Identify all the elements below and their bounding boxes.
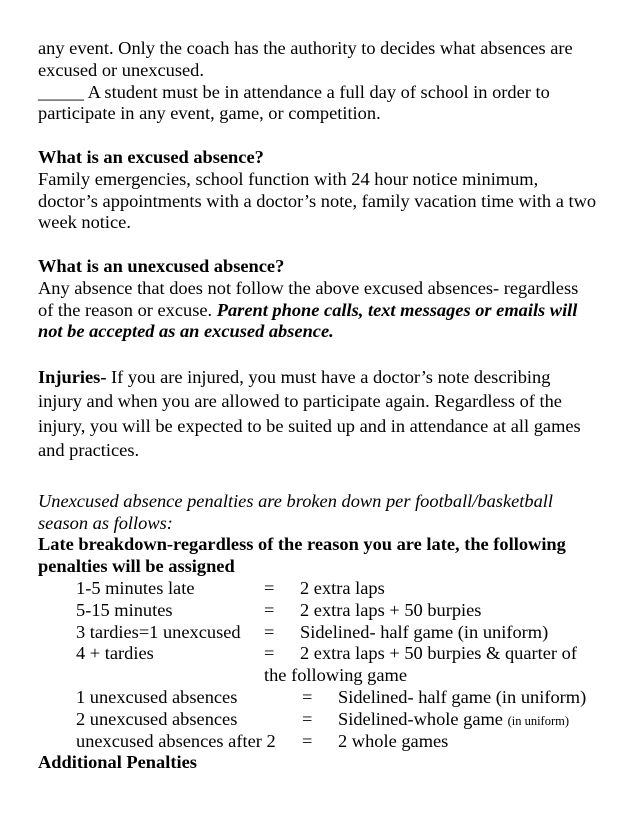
row-penalty: 2 whole games [338, 730, 449, 751]
row-penalty: 2 extra laps + 50 burpies [300, 599, 482, 620]
excused-body: Family emergencies, school function with 24 hour notice minimum, doctor’s appointments with a doctor’s note, family vacation time with a two week notice. [38, 168, 597, 233]
table-row [38, 578, 598, 600]
injuries-section [38, 365, 598, 463]
row-item: 3 tardies=1 unexcused [76, 621, 241, 642]
row-penalty: Sidelined- half game (in uniform) [338, 686, 587, 707]
intro-line-1: any event. Only the coach has the authority to decides what absences are excused or unexcused. [38, 38, 573, 80]
row-penalty: Sidelined-whole game [338, 708, 503, 729]
row-penalty: Sidelined- half game (in uniform) [300, 621, 549, 642]
row-equals: = [302, 730, 313, 751]
blank-line: _____ [38, 81, 84, 102]
row-penalty-note: (in uniform) [507, 713, 570, 728]
table-row-wrap [38, 665, 598, 687]
late-heading: Late breakdown-regardless of the reason you are late, the following penalties will be assigned [38, 534, 566, 577]
row-item: 2 unexcused absences [76, 708, 238, 729]
unexcused-section [38, 256, 598, 343]
unexcused-emphasis: Parent phone calls, text messages or emails will not be accepted as an excused absence. [38, 299, 578, 342]
injuries-label: Injuries- [38, 366, 107, 387]
row-item: 1 unexcused absences [76, 686, 238, 707]
late-penalty-table [38, 578, 598, 687]
absence-penalty-table [38, 687, 598, 752]
table-row [38, 643, 598, 665]
row-equals: = [264, 599, 275, 620]
row-penalty-wrap: the following game [264, 665, 408, 686]
row-equals: = [302, 708, 313, 729]
row-item: 4 + tardies [76, 643, 154, 664]
row-item: 1-5 minutes late [76, 577, 195, 598]
document-page [38, 38, 598, 774]
intro-line-2: A student must be in attendance a full day of school in order to participate in any event, game, or competition. [38, 81, 550, 124]
table-row [38, 600, 598, 622]
table-row [38, 731, 598, 753]
row-item: 5-15 minutes [76, 599, 173, 620]
penalties-intro: Unexcused absence penalties are broken down per football/basketball season as follows: [38, 490, 553, 533]
injuries-body: If you are injured, you must have a doctor’s note describing injury and when you are allowed to participate again. Regardless of the injury, you will be expected to be suited up and in attendance at all games and practices. [38, 366, 581, 461]
unexcused-heading: What is an unexcused absence? [38, 255, 285, 276]
row-equals: = [264, 577, 275, 598]
row-penalty: 2 extra laps [300, 577, 385, 598]
row-equals: = [302, 686, 313, 707]
unexcused-body: Any absence that does not follow the above excused absences- regardless of the reason or excuse. [38, 277, 579, 320]
table-row [38, 622, 598, 644]
row-equals: = [264, 643, 275, 664]
additional-penalties-heading: Additional Penalties [38, 752, 197, 773]
excused-section [38, 147, 598, 234]
row-item: unexcused absences after 2 [76, 730, 276, 751]
row-equals: = [264, 621, 275, 642]
intro-paragraph [38, 38, 598, 125]
excused-heading: What is an excused absence? [38, 146, 264, 167]
row-penalty-group [338, 709, 569, 733]
table-row [38, 687, 598, 709]
row-penalty: 2 extra laps + 50 burpies & quarter of [300, 643, 577, 664]
table-row [38, 709, 598, 731]
